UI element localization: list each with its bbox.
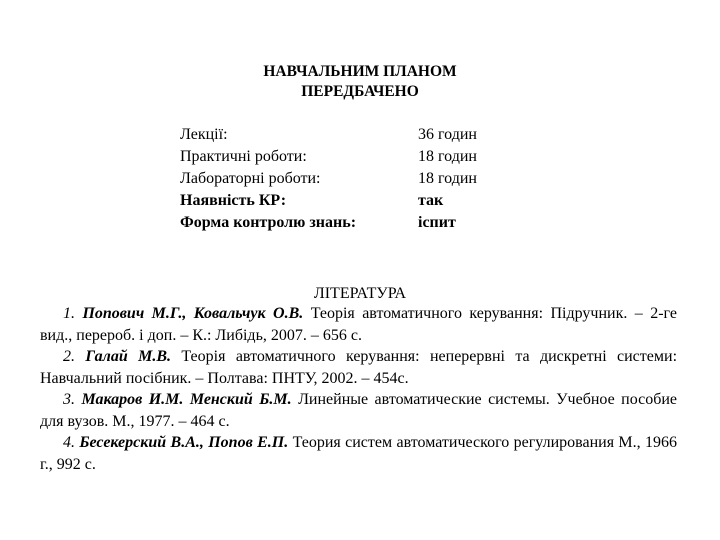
plan-value: 36 годин: [418, 126, 477, 143]
plan-row-lectures: [0, 124, 720, 146]
literature-item: [40, 346, 677, 389]
literature-item-text: Теория систем автоматического регулирования М., 1966 г., 992 с.: [40, 434, 678, 473]
literature-item-number: 1.: [63, 305, 75, 322]
literature-item-number: 2.: [63, 348, 75, 365]
plan-value: іспит: [418, 214, 456, 231]
plan-heading-line-2: ПЕРЕДБАЧЕНО: [301, 83, 419, 100]
plan-value: 18 годин: [418, 148, 477, 165]
literature-heading: ЛІТЕРАТУРА: [313, 285, 407, 302]
literature-item-number: 4.: [63, 434, 75, 451]
literature-item-authors: Бесекерский В.А., Попов Е.П.: [79, 434, 289, 451]
plan-label: Практичні роботи:: [180, 148, 307, 165]
plan-row-assessment: [0, 212, 720, 234]
literature-item: [40, 303, 677, 346]
plan-label: Лекції:: [180, 126, 228, 143]
plan-row-coursework: [0, 190, 720, 212]
literature-item-text: Линейные автоматические системы. Учебное пособие для вузов. М., 1977. – 464 с.: [40, 391, 678, 430]
literature-item-number: 3.: [63, 391, 75, 408]
literature-item: [40, 432, 677, 475]
literature-item-text: Теорія автоматичного керування: неперервні та дискретні системи: Навчальний посібник. – Полтава: ПНТУ, 2002. – 454с.: [40, 348, 678, 387]
literature-item-authors: Макаров И.М. Менский Б.М.: [81, 391, 292, 408]
literature-item-authors: Попович М.Г., Ковальчук О.В.: [82, 305, 304, 322]
literature-item: [40, 389, 677, 432]
plan-heading-line-1: НАВЧАЛЬНИМ ПЛАНОМ: [263, 63, 457, 80]
literature-list: [40, 303, 677, 475]
plan-row-practicals: [0, 146, 720, 168]
plan-row-labs: [0, 168, 720, 190]
plan-value: 18 годин: [418, 170, 477, 187]
literature-item-text: Теорія автоматичного керування: Підручник. – 2-ге вид., перероб. і доп. – К.: Либідь, 2007. – 656 с.: [40, 305, 677, 344]
plan-value: так: [418, 192, 444, 209]
plan-label: Лабораторні роботи:: [180, 170, 321, 187]
plan-label: Форма контролю знань:: [180, 214, 357, 231]
plan-label: Наявність КР:: [180, 192, 287, 209]
literature-item-authors: Галай М.В.: [85, 348, 172, 365]
